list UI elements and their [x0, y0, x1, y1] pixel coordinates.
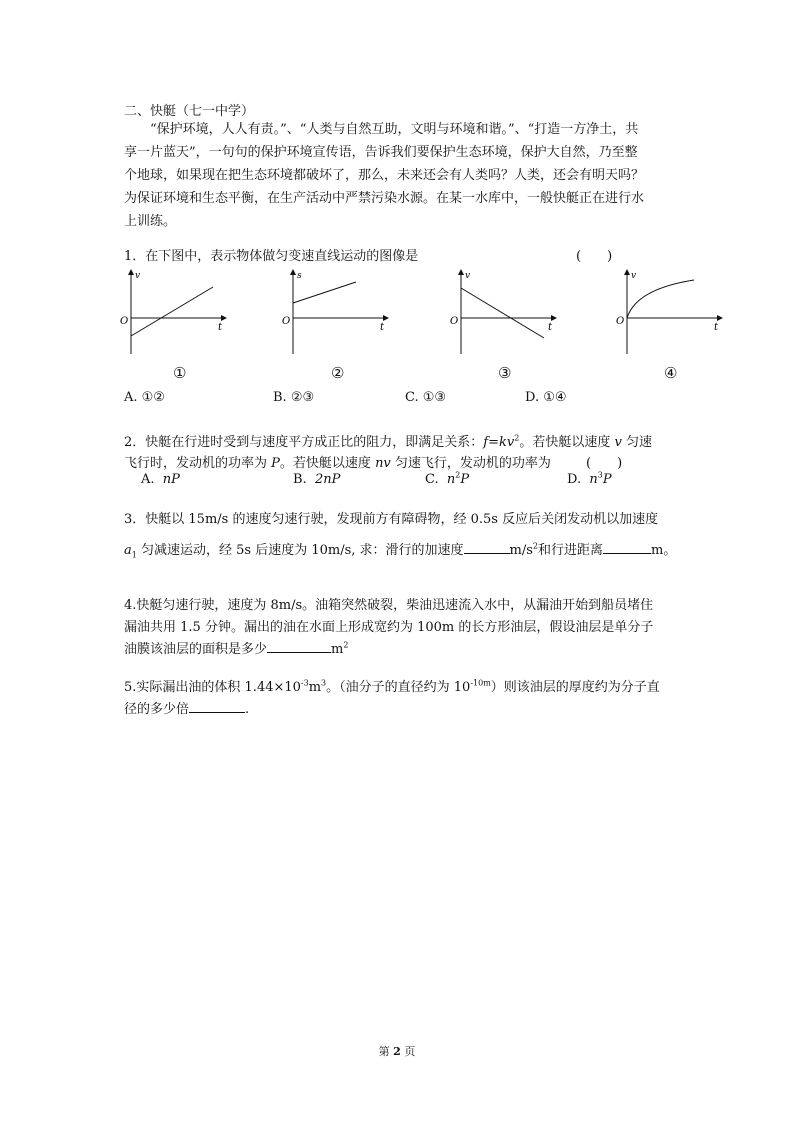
q5-text-d: ）则该油层的厚度约为分子直: [490, 680, 660, 695]
q5-text-c: 。（油分子的直径约为 10: [326, 680, 471, 695]
q2-text-e: 。若快艇以速度: [279, 456, 371, 471]
q4-unit: m: [331, 642, 344, 657]
q2-var-f: f: [483, 435, 489, 450]
q2-option-c-letter: C.: [425, 472, 439, 487]
q2-option-a-letter: A.: [141, 472, 155, 487]
q5-exp-3: -10m: [470, 678, 491, 688]
q5-text-f: .: [245, 702, 250, 717]
q3-blank-distance[interactable]: [603, 541, 651, 554]
q4-line-3: [124, 638, 348, 657]
graph-4-yaxis: v: [631, 271, 637, 281]
graph-3-label: ③: [498, 364, 512, 382]
q2-option-c-exp: 2: [455, 470, 461, 480]
graph-4: [616, 270, 722, 354]
graph-1-curve: [131, 287, 213, 336]
graph-4-origin: O: [616, 316, 625, 327]
q2-option-a-value: nP: [162, 472, 180, 487]
q3-var-a-sub: 1: [131, 550, 137, 560]
graph-3-yaxis: v: [465, 271, 471, 281]
q2-option-c-suffix: P: [460, 472, 470, 487]
q1-option-a: A. ①②: [124, 390, 165, 405]
q1-graphs: [118, 262, 738, 362]
graph-3: [450, 270, 556, 354]
q5-text-a: 5.实际漏出油的体积 1.44×10: [124, 680, 301, 695]
q4-text-a: 油膜该油层的面积是多少: [124, 642, 268, 657]
q2-option-b-letter: B.: [293, 472, 307, 487]
q4-line-1: 4.快艇匀速行驶，速度为 8m/s。油箱突然破裂，柴油迅速流入水中，从漏油开始到船员堵住: [124, 598, 654, 613]
graph-1-label: ①: [173, 364, 187, 382]
q5-blank-ratio[interactable]: [189, 700, 245, 713]
section-title: 二、快艇（七一中学）: [124, 104, 255, 119]
graph-3-origin: O: [450, 316, 459, 327]
q5-text-b: m: [308, 680, 322, 695]
q4-line-2: 漏油共用 1.5 分钟。漏出的油在水面上形成宽约为 100m 的长方形油层，假设油层是单分子: [124, 620, 654, 635]
graph-4-xaxis: t: [714, 322, 719, 333]
q2-line-2: [124, 452, 551, 471]
page-number: 2: [393, 1045, 401, 1058]
intro-text: “保护环境，人人有责。”、“人类与自然互助，文明与环境和谐。”、“打造一方净土，共享一片蓝天”，一句句的保护环境宣传语，告诉我们要保护生态环境，保护大自然，乃至整个地球，如果现在把生态环境都破坏了，那么，未来还会有人类吗？人类，还会有明天吗？为保证环境和生态平衡，在生产活动中严禁污染水源。在某一水库中，一般快艇正在进行水上训练。: [124, 122, 645, 229]
q2-var-nv: nv: [375, 456, 391, 471]
q3-text-a: 匀减速运动，经 5s 后速度为 10m/s, 求：滑行的加速度: [141, 543, 464, 558]
q5-line-2: [124, 698, 249, 717]
q2-option-c-value: n: [446, 472, 456, 487]
q1-paren: ( ): [576, 249, 613, 264]
q3-blank-accel[interactable]: [464, 541, 510, 554]
q4-blank-area[interactable]: [267, 640, 331, 653]
graph-2-label: ②: [331, 364, 345, 382]
graph-2-xaxis: t: [380, 322, 385, 333]
q5-text-e: 径的多少倍: [124, 702, 190, 717]
q2-var-kv: kv: [499, 435, 515, 450]
q5-exp-1: -3: [300, 678, 309, 688]
q1-stem: 1．在下图中，表示物体做匀变速直线运动的图像是: [124, 249, 419, 264]
page-footer: [0, 1043, 794, 1059]
graph-2: [282, 270, 388, 354]
q2-eq: =: [488, 435, 499, 450]
q3-var-a: a: [124, 543, 132, 558]
q3-line-2: [124, 539, 676, 558]
q2-line-1: [124, 431, 652, 450]
graph-3-curve: [461, 288, 544, 338]
graph-1-origin: O: [120, 316, 129, 327]
graph-3-xaxis: t: [548, 322, 553, 333]
q2-option-b: [293, 472, 340, 487]
q3-unit-exp: 2: [532, 541, 539, 551]
q2-option-d: [567, 472, 612, 487]
graph-4-curve: [627, 280, 694, 318]
footer-prefix: 第: [378, 1045, 390, 1058]
q2-option-d-value: n: [589, 472, 598, 487]
q2-option-d-suffix: P: [602, 472, 612, 487]
intro-paragraph: [124, 118, 644, 233]
q1-option-c: C. ①③: [405, 390, 447, 405]
q5-exp-2: 3: [321, 678, 327, 688]
footer-suffix: 页: [404, 1045, 416, 1058]
q4-unit-exp: 2: [343, 640, 349, 650]
q2-text-d: 飞行时，发动机的功率为: [124, 456, 268, 471]
q1-option-b: B. ②③: [273, 390, 315, 405]
q5-line-1: [124, 676, 660, 695]
q2-text-f: 匀速飞行，发动机的功率为: [394, 456, 551, 471]
q1-option-d: D. ①④: [525, 390, 567, 405]
q2-text-c: 匀速: [625, 435, 652, 450]
q2-var-P: P: [271, 456, 280, 471]
graph-2-origin: O: [282, 316, 291, 327]
q2-paren: ( ): [586, 456, 623, 471]
graph-1: [120, 270, 226, 354]
graph-1-xaxis: t: [218, 322, 223, 333]
graph-4-label: ④: [664, 364, 678, 382]
q2-option-a: [141, 472, 180, 487]
q2-var-v: v: [614, 435, 622, 450]
q3-line-1: 3．快艇以 15m/s 的速度匀速行驶，发现前方有障碍物，经 0.5s 反应后关闭发动机以加速度: [124, 512, 659, 527]
q2-text-b: 。若快艇以速度: [519, 435, 611, 450]
q2-exp: 2: [514, 433, 520, 443]
graph-2-curve: [293, 282, 356, 303]
q2-option-b-value: 2nP: [314, 472, 341, 487]
q3-text-b: 和行进距离: [538, 543, 604, 558]
q3-unit-a: m/s: [509, 543, 533, 558]
q2-option-c: [425, 472, 469, 487]
q2-text-a: 2．快艇在行进时受到与速度平方成正比的阻力，即满足关系：: [124, 435, 484, 450]
graph-2-yaxis: s: [297, 271, 302, 281]
graph-1-yaxis: v: [135, 271, 141, 281]
q2-option-d-letter: D.: [567, 472, 582, 487]
q3-text-c: m。: [651, 543, 677, 558]
q2-option-d-exp: 3: [597, 470, 603, 480]
